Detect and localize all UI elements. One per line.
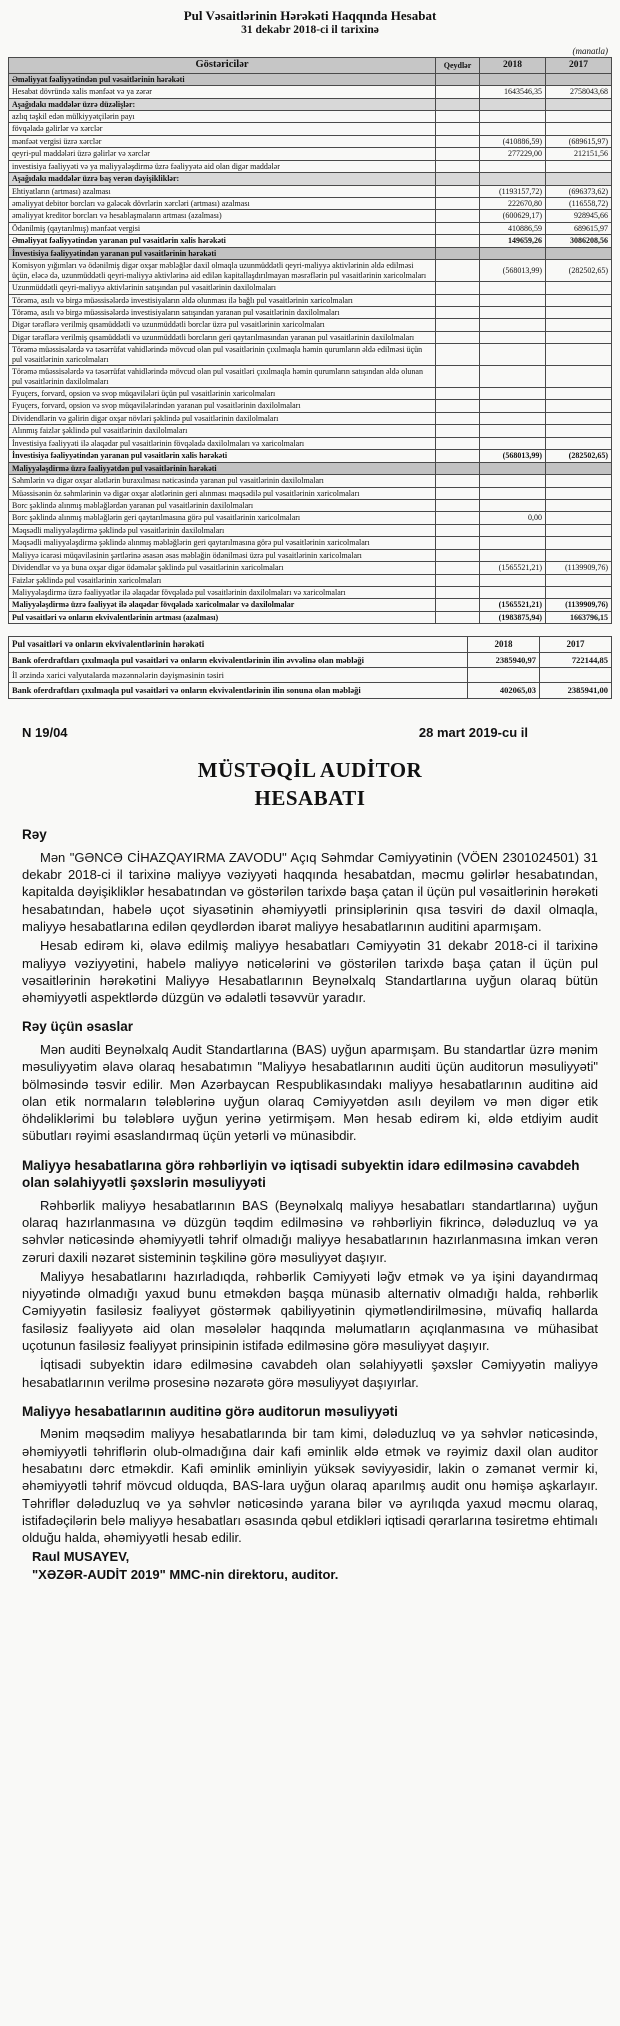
table-row	[9, 260, 612, 282]
value-2018-cell: 2385940,97	[468, 653, 540, 668]
table-row	[9, 319, 612, 331]
notes-cell	[436, 110, 480, 122]
column-header-notes: Qeydlər	[436, 58, 480, 73]
value-2018-cell	[480, 587, 546, 599]
value-2018-cell: 0,00	[480, 512, 546, 524]
value-2017-cell: 212151,56	[546, 148, 612, 160]
value-2018-cell	[480, 306, 546, 318]
value-2018-cell: (568013,99)	[480, 450, 546, 462]
label-cell: Aşağıdakı maddələr üzrə baş verən dəyişikliklər:	[9, 173, 436, 185]
value-2017-cell	[546, 98, 612, 110]
label-cell: Aşağıdakı maddələr üzrə düzəlişlər:	[9, 98, 436, 110]
value-2018-cell: (1565521,21)	[480, 562, 546, 574]
value-2017-cell	[546, 282, 612, 294]
value-2018-cell	[480, 331, 546, 343]
signature-line: Raul MUSAYEV,	[32, 1549, 130, 1565]
letter-title-line1: MÜSTƏQİL AUDİTOR	[197, 757, 423, 782]
value-2017-cell	[546, 344, 612, 366]
value-2017-cell	[546, 110, 612, 122]
paragraph: Mən "GƏNCƏ CİHAZQAYIRMA ZAVODU" Açıq Səhmdar Cəmiyyətinin (VÖEN 2301024501) 31 dekabr 2018-ci il tarixinə maliyyə vəziyyəti haqqında hesabatdan, məcmu gəlirlər hesabatından, kapitalda dəyişikliklər hesabatından və göstərilən tarixdə başa çatan il üçün pul vəsaitlərinin hərəkəti hesabatından, habelə uçot siyasətinin əhəmiyyətli prinsiplərinin qısa təsviri də daxil olmaqla, maliyyə hesabatlarına edilən qeydlərdən ibarət maliyyə hesabatlarının auditini aparmışam.	[22, 849, 598, 935]
notes-cell	[436, 599, 480, 611]
notes-cell	[436, 185, 480, 197]
summary-header-row	[9, 637, 612, 653]
report-title: Pul Vəsaitlərinin Hərəkəti Haqqında Hesabat	[183, 8, 437, 23]
value-2017-cell: 689615,97	[546, 222, 612, 234]
notes-cell	[436, 524, 480, 536]
notes-cell	[436, 294, 480, 306]
value-2018-cell: 402065,03	[468, 683, 540, 698]
label-cell: Hesabat dövründə xalis mənfəət və ya zərər	[9, 86, 436, 98]
value-2017-cell: (282502,65)	[546, 260, 612, 282]
table-row	[9, 587, 612, 599]
value-2018-cell	[480, 98, 546, 110]
letter-date: 28 mart 2019-cu il	[418, 724, 528, 740]
value-2018-cell	[480, 425, 546, 437]
value-2018-cell	[480, 462, 546, 474]
notes-cell	[436, 587, 480, 599]
value-2018-cell	[480, 110, 546, 122]
table-row	[9, 160, 612, 172]
value-2018-cell	[480, 160, 546, 172]
auditor-letter	[8, 725, 612, 1583]
paragraph: Rəhbərlik maliyyə hesabatlarının BAS (Beynəlxalq maliyyə hesabatları standartlarına) uyğun olaraq hazırlanmasına və düzgün təqdim edilməsinə və rəhbərliyin fikrincə, dələduzluq və ya səhvlər nəticəsində əhəmiyyətli təhrif olmadığı maliyyə hesabatlarının hazırlanmasına imkan verən zəruri daxili nəzarət sisteminin təşkilinə görə məsuliyyət daşıyır.	[22, 1197, 598, 1265]
cashflow-table-head	[9, 58, 612, 73]
value-2017-cell	[546, 475, 612, 487]
notes-cell	[436, 260, 480, 282]
label-cell: İl ərzində xarici valyutalarda məzənnələrin dəyişməsinin təsiri	[9, 668, 468, 683]
table-section-row	[9, 73, 612, 85]
label-cell: Ödənilmiş (qaytarılmış) mənfəət vergisi	[9, 222, 436, 234]
value-2017-cell	[546, 587, 612, 599]
notes-cell	[436, 462, 480, 474]
value-2018-cell	[480, 388, 546, 400]
label-cell: Törəmə, asılı və birgə müəssisələrdə investisiyaların satışından yaranan pul vəsaitlərinin daxilolmaları	[9, 306, 436, 318]
label-cell: Fyuçers, forvard, opsion və svop müqavilələrindən yaranan pul vəsaitlərinin daxilolmaları	[9, 400, 436, 412]
value-2017-cell: (282502,65)	[546, 450, 612, 462]
value-2017-cell	[546, 388, 612, 400]
table-row	[9, 388, 612, 400]
table-section-row	[9, 462, 612, 474]
value-2017-cell	[546, 123, 612, 135]
value-2017-cell	[546, 412, 612, 424]
value-2017-cell	[546, 73, 612, 85]
paragraph: Maliyyə hesabatlarını hazırladıqda, rəhbərlik Cəmiyyəti ləğv etmək və ya işini dayandırmaq niyyətində olmadığı yaxud bunu etməkdən başqa münasib alternativ olmadığı halda, rəhbərlik Cəmiyyətin fasiləsiz fəaliyyət göstərmək qabiliyyətinin qiymətləndirilməsinə, müvafiq hallarda fasiləsiz fəaliyyətə aid olan məsələlər haqqında məlumatların açıqlanmasına və mühasibat uçotunun fasiləsiz fəaliyyət prinsipinin istifadə edilməsinə görə məsuliyyət daşıyır.	[22, 1268, 598, 1354]
table-row	[9, 198, 612, 210]
value-2017-cell: (1139909,76)	[546, 562, 612, 574]
notes-cell	[436, 160, 480, 172]
notes-cell	[436, 235, 480, 247]
label-cell: Maliyyələşdirmə üzrə fəaliyyətlər ilə əlaqədar fövqəladə pul vəsaitlərinin daxilolmaları və xaricolmaları	[9, 587, 436, 599]
value-2017-cell: (116558,72)	[546, 198, 612, 210]
label-cell: Borc şəklində alınmış məbləğlərin geri qaytarılmasına görə pul vəsaitlərinin xaricolmaları	[9, 512, 436, 524]
label-cell: Törəmə müəssisələrdə və təsərrüfat vahidlərində mövcud olan pul vəsaitlərinin çıxılmaqla həmin qurumların əldə edilməsi üçün pul vəsaitlərinin xaricolmaları	[9, 344, 436, 366]
value-2017-cell	[546, 462, 612, 474]
value-2018-cell	[480, 73, 546, 85]
notes-cell	[436, 247, 480, 259]
value-2018-cell	[480, 574, 546, 586]
table-total-row	[9, 235, 612, 247]
table-total-row	[9, 450, 612, 462]
summary-row	[9, 653, 612, 668]
table-row	[9, 306, 612, 318]
table-row	[9, 98, 612, 110]
value-2018-cell	[480, 437, 546, 449]
table-row	[9, 425, 612, 437]
table-row	[9, 549, 612, 561]
table-row	[9, 512, 612, 524]
value-2018-cell	[480, 499, 546, 511]
notes-cell	[436, 400, 480, 412]
notes-cell	[436, 148, 480, 160]
value-2017-cell	[546, 549, 612, 561]
table-row	[9, 475, 612, 487]
value-2018-cell	[480, 524, 546, 536]
label-cell: əməliyyat debitor borcları və gələcək dövrlərin xərcləri (artması) azalması	[9, 198, 436, 210]
label-cell: Əməliyyat fəaliyyətindən yaranan pul vəsaitlərin xalis hərəkəti	[9, 235, 436, 247]
label-cell: Törəmə, asılı və birgə müəssisələrdə investisiyaların əldə olunması ilə bağlı pul vəsaitlərinin xaricolmaları	[9, 294, 436, 306]
value-2018-cell	[480, 537, 546, 549]
value-2018-cell	[480, 412, 546, 424]
label-cell: Bank oferdraftları çıxılmaqla pul vəsaitləri və onların ekvivalentlərinin ilin sonuna olan məbləği	[9, 683, 468, 698]
letter-body	[22, 826, 598, 1583]
notes-cell	[436, 135, 480, 147]
report-subtitle: 31 dekabr 2018-ci il tarixinə	[241, 24, 379, 37]
label-cell: Törəmə müəssisələrdə və təsərrüfat vahidlərində mövcud olan pul vəsaitləri çıxılmaqla həmin qurumların satışından əldə olunan pul vəsaitlərinin daxilolmaları	[9, 366, 436, 388]
table-total-row	[9, 611, 612, 623]
notes-cell	[436, 366, 480, 388]
notes-cell	[436, 562, 480, 574]
value-2017-cell: 722144,85	[540, 653, 612, 668]
label-cell: investisiya fəaliyyəti və ya maliyyələşdirmə üzrə fəaliyyətə aid olan digər maddələr	[9, 160, 436, 172]
notes-cell	[436, 73, 480, 85]
summary-table-head	[9, 637, 612, 653]
value-2017-cell: 928945,66	[546, 210, 612, 222]
notes-cell	[436, 412, 480, 424]
value-2017-cell: 3086208,56	[546, 235, 612, 247]
table-row	[9, 110, 612, 122]
table-row	[9, 210, 612, 222]
notes-cell	[436, 475, 480, 487]
notes-cell	[436, 549, 480, 561]
label-cell: Faizlər şəklində pul vəsaitlərinin xaricolmaları	[9, 574, 436, 586]
summary-table-body	[9, 653, 612, 699]
label-cell: azlıq təşkil edən mülkiyyətçilərin payı	[9, 110, 436, 122]
value-2017-cell	[546, 537, 612, 549]
value-2017-cell	[546, 173, 612, 185]
value-2018-cell: (1193157,72)	[480, 185, 546, 197]
value-2018-cell	[480, 247, 546, 259]
notes-cell	[436, 344, 480, 366]
value-2017-cell	[546, 366, 612, 388]
label-cell: mənfəət vergisi üzrə xərclər	[9, 135, 436, 147]
section-heading: Rəy üçün əsaslar	[22, 1019, 134, 1035]
summary-row	[9, 683, 612, 698]
table-row	[9, 123, 612, 135]
table-row	[9, 499, 612, 511]
label-cell: Ehtiyatların (artması) azalması	[9, 185, 436, 197]
letter-title	[22, 756, 598, 813]
summary-row	[9, 668, 612, 683]
value-2018-cell	[480, 400, 546, 412]
label-cell: Borc şəklində alınmış məbləğlərdən yaranan pul vəsaitlərinin daxilolmaları	[9, 499, 436, 511]
value-2017-cell: 2385941,00	[540, 683, 612, 698]
value-2017-cell	[540, 668, 612, 683]
value-2018-cell	[480, 123, 546, 135]
label-cell: Maliyyələşdirmə üzrə fəaliyyət ilə əlaqədar fövqəladə xaricolmalar və daxilolmalar	[9, 599, 436, 611]
value-2017-cell: 1663796,15	[546, 611, 612, 623]
label-cell: fövqəladə gəlirlər və xərclər	[9, 123, 436, 135]
value-2017-cell	[546, 487, 612, 499]
table-row	[9, 135, 612, 147]
notes-cell	[436, 450, 480, 462]
value-2018-cell: 410886,59	[480, 222, 546, 234]
label-cell: Məqsədli maliyyələşdirmə şəklində pul vəsaitlərinin daxilolmaları	[9, 524, 436, 536]
value-2018-cell: 1643546,35	[480, 86, 546, 98]
notes-cell	[436, 306, 480, 318]
label-cell: Digər tərəflərə verilmiş qısamüddətli və uzunmüddətli borcların geri qaytarılmasından yaranan pul vəsaitlərinin daxilolmaları	[9, 331, 436, 343]
table-row	[9, 148, 612, 160]
notes-cell	[436, 198, 480, 210]
summary-table	[8, 636, 612, 698]
label-cell: Məqsədli maliyyələşdirmə şəklində alınmış məbləğlərin geri qaytarılmasına görə pul vəsaitlərinin xaricolmaları	[9, 537, 436, 549]
label-cell: Maliyyələşdirmə üzrə fəaliyyətdən pul vəsaitlərinin hərəkəti	[9, 462, 436, 474]
notes-cell	[436, 98, 480, 110]
label-cell: Müəssisənin öz səhmlərinin və digər oxşar alətlərinin geri alınması məqsədilə pul vəsaitlərinin xaricolmaları	[9, 487, 436, 499]
table-row	[9, 366, 612, 388]
value-2018-cell	[480, 549, 546, 561]
notes-cell	[436, 425, 480, 437]
letter-header	[22, 725, 598, 740]
value-2017-cell	[546, 331, 612, 343]
paragraph: Mən auditi Beynəlxalq Audit Standartlarına (BAS) uyğun aparmışam. Bu standartlar üzrə mənim məsuliyyətim əlavə olaraq hesabatımın "Maliyyə hesabatlarının auditi üçün auditorun məsuliyyəti" bölməsində təsvir edilir. Mən Azərbaycan Respublikasındakı maliyyə hesabatlarının auditinə aid olan etik normaların tələblərinə uyğun olaraq Cəmiyyətdən asılı deyiləm və mən digər etik öhdəliklərimi bu tələblərə uyğun yerinə yetirmişəm. Mən hesab edirəm ki, əldə etdiyim audit sübutları rəyimi əsaslandırmaq üçün yetərli və münasibdir.	[22, 1041, 598, 1144]
notes-cell	[436, 123, 480, 135]
value-2017-cell	[546, 574, 612, 586]
cashflow-table	[8, 57, 612, 624]
value-2017-cell: 2758043,68	[546, 86, 612, 98]
column-header-2017: 2017	[546, 58, 612, 73]
value-2017-cell	[546, 524, 612, 536]
table-row	[9, 537, 612, 549]
letter-title-line2: HESABATI	[254, 786, 366, 811]
notes-cell	[436, 331, 480, 343]
table-row	[9, 562, 612, 574]
table-total-row	[9, 599, 612, 611]
notes-cell	[436, 574, 480, 586]
notes-cell	[436, 388, 480, 400]
label-cell: Dividendlər və ya buna oxşar digər ödəmələr şəklində pul vəsaitlərinin xaricolmaları	[9, 562, 436, 574]
table-row	[9, 331, 612, 343]
value-2018-cell: (600629,17)	[480, 210, 546, 222]
value-2018-cell	[480, 294, 546, 306]
letter-number: N 19/04	[22, 724, 68, 740]
table-row	[9, 173, 612, 185]
notes-cell	[436, 173, 480, 185]
value-2018-cell	[480, 282, 546, 294]
notes-cell	[436, 86, 480, 98]
paragraph: Hesab edirəm ki, əlavə edilmiş maliyyə hesabatları Cəmiyyətin 31 dekabr 2018-ci il tarixinə maliyyə vəziyyətini, habelə maliyyə nəticələrini və göstərilən tarixdə başa çatan il üçün pul vəsaitlərinin hərəkətini Maliyyə Hesabatlarının Beynəlxalq Standartlarına uyğun olaraq bütün əhəmiyyətli aspektlərdə düzgün və ədalətli təsəvvür yaradır.	[22, 938, 598, 1006]
value-2018-cell	[480, 319, 546, 331]
table-row	[9, 222, 612, 234]
table-row	[9, 412, 612, 424]
value-2018-cell: (1565521,21)	[480, 599, 546, 611]
value-2017-cell: (696373,62)	[546, 185, 612, 197]
notes-cell	[436, 282, 480, 294]
section-heading: Rəy	[22, 827, 47, 843]
notes-cell	[436, 210, 480, 222]
table-row	[9, 185, 612, 197]
notes-cell	[436, 537, 480, 549]
paragraph: Mənim məqsədim maliyyə hesabatlarında bir tam kimi, dələduzluq və ya səhvlər nəticəsində, əhəmiyyətli təhriflərin olub-olmadığına dair kafi əminlik əldə etmək və rəyimiz daxil olan auditor hesabatını dərc etməkdir. Kafi əminlik əminliyin yüksək səviyyəsidir, lakin o zəmanət vermir ki, əhəmiyyətli təhrif mövcud olduqda, BAS-lara uyğun olaraq aparılmış audit onu həmişə aşkarlayır. Təhriflər dələduzluq və ya səhvlər nəticəsində yarana bilər və ayrılıqda yaxud məcmu olaraq, istifadəçilərin belə maliyyə hesabatları əsasında qəbul etdikləri iqtisadi qərarlarına təsiretmə ehtimalı olduğu halda, əhəmiyyətli hesab edilir.	[22, 1426, 598, 1546]
value-2018-cell	[468, 668, 540, 683]
notes-cell	[436, 487, 480, 499]
value-2017-cell	[546, 319, 612, 331]
label-cell: əməliyyat kreditor borcları və hesablaşmaların artması (azalması)	[9, 210, 436, 222]
value-2017-cell: (1139909,76)	[546, 599, 612, 611]
value-2017-cell	[546, 294, 612, 306]
table-row	[9, 437, 612, 449]
column-header-2018: 2018	[480, 58, 546, 73]
paragraph: İqtisadi subyektin idarə edilməsinə cavabdeh olan səlahiyyətli şəxslər Cəmiyyətin maliyyə hesabatlarının verilmə prosesinə nəzarətə görə məsuliyyət daşıyırlar.	[22, 1357, 598, 1390]
value-2018-cell: (1983875,94)	[480, 611, 546, 623]
section-heading: Maliyyə hesabatlarına görə rəhbərliyin və iqtisadi subyektin idarə edilməsinə cavabdeh olan səlahiyyətli şəxslərin məsuliyyəti	[22, 1157, 580, 1191]
value-2018-cell: (568013,99)	[480, 260, 546, 282]
table-row	[9, 487, 612, 499]
notes-cell	[436, 319, 480, 331]
header-row	[9, 58, 612, 73]
notes-cell	[436, 222, 480, 234]
cashflow-table-body	[9, 73, 612, 624]
value-2017-cell	[546, 499, 612, 511]
value-2018-cell	[480, 366, 546, 388]
currency-note: (manatla)	[572, 46, 608, 57]
value-2018-cell	[480, 344, 546, 366]
value-2017-cell	[546, 160, 612, 172]
summary-header-2017: 2017	[540, 637, 612, 653]
value-2018-cell	[480, 173, 546, 185]
label-cell: İnvestisiya fəaliyyətindən yaranan pul vəsaitlərinin hərəkəti	[9, 247, 436, 259]
summary-header-label: Pul vəsaitləri və onların ekvivalentlərinin hərəkəti	[9, 637, 468, 653]
value-2017-cell	[546, 400, 612, 412]
label-cell: qeyri-pul maddələri üzrə gəlirlər və xərclər	[9, 148, 436, 160]
label-cell: İnvestisiya fəaliyyəti ilə əlaqədar pul vəsaitlərinin fövqəladə daxilolmaları və xaricolmaları	[9, 437, 436, 449]
value-2017-cell	[546, 512, 612, 524]
value-2017-cell	[546, 306, 612, 318]
table-row	[9, 344, 612, 366]
cash-equivalents-summary	[8, 636, 612, 698]
table-row	[9, 400, 612, 412]
notes-cell	[436, 499, 480, 511]
label-cell: Komisyon yığımları və ödənilmiş digər oxşar məbləğlər daxil olmaqla uzunmüddətli qeyri-maliyyə aktivlərinin əldə edilməsi üçün, eləcə də, uzunmüddətli qeyri-maliyyə aktivlərinə aid edilən kapitallaşdırılmayan məsrəflərin pul vəsaitlərinin xaricolmaları	[9, 260, 436, 282]
notes-cell	[436, 437, 480, 449]
value-2018-cell: (410886,59)	[480, 135, 546, 147]
value-2018-cell	[480, 487, 546, 499]
table-row	[9, 294, 612, 306]
label-cell: Uzunmüddətli qeyri-maliyyə aktivlərinin satışından pul vəsaitlərinin daxilolmaları	[9, 282, 436, 294]
label-cell: Alınmış faizlər şəklində pul vəsaitlərinin daxilolmaları	[9, 425, 436, 437]
label-cell: İnvestisiya fəaliyyətindən yaranan pul vəsaitlərin xalis hərəkəti	[9, 450, 436, 462]
label-cell: Əməliyyat fəaliyyətindən pul vəsaitlərinin hərəkəti	[9, 73, 436, 85]
notes-cell	[436, 611, 480, 623]
column-header-indicators: Göstəricilər	[9, 58, 436, 73]
value-2017-cell	[546, 425, 612, 437]
value-2018-cell: 222670,80	[480, 198, 546, 210]
value-2017-cell	[546, 247, 612, 259]
table-row	[9, 524, 612, 536]
summary-header-2018: 2018	[468, 637, 540, 653]
section-heading: Maliyyə hesabatlarının auditinə görə auditorun məsuliyyəti	[22, 1403, 398, 1419]
label-cell: Fyuçers, forvard, opsion və svop müqavilələri üçün pul vəsaitlərinin xaricolmaları	[9, 388, 436, 400]
label-cell: Pul vəsaitləri və onların ekvivalentlərinin artması (azalması)	[9, 611, 436, 623]
label-cell: Dividendlərin və gəlirin digər oxşar növləri şəklində pul vəsaitlərinin daxilolmaları	[9, 412, 436, 424]
table-row	[9, 282, 612, 294]
signature-line: "XƏZƏR-AUDİT 2019" MMC-nin direktoru, auditor.	[32, 1566, 339, 1582]
label-cell: Digər tərəflərə verilmiş qısamüddətli və uzunmüddətli borclar üzrə pul vəsaitlərinin xaricolmaları	[9, 319, 436, 331]
table-row	[9, 574, 612, 586]
value-2018-cell: 149659,26	[480, 235, 546, 247]
table-section-row	[9, 247, 612, 259]
value-2018-cell	[480, 475, 546, 487]
value-2017-cell: (689615,97)	[546, 135, 612, 147]
notes-cell	[436, 512, 480, 524]
label-cell: Maliyyə icarəsi müqaviləsinin şərtlərinə əsasən əsas məbləğin ödənilməsi üzrə pul vəsaitlərinin xaricolmaları	[9, 549, 436, 561]
value-2018-cell: 277229,00	[480, 148, 546, 160]
table-row	[9, 86, 612, 98]
value-2017-cell	[546, 437, 612, 449]
label-cell: Bank oferdraftları çıxılmaqla pul vəsaitləri və onların ekvivalentlərinin ilin əvvəlinə olan məbləği	[9, 653, 468, 668]
label-cell: Səhmlərin və digər oxşar alətlərin buraxılması nəticəsində yaranan pul vəsaitlərinin daxilolmaları	[9, 475, 436, 487]
